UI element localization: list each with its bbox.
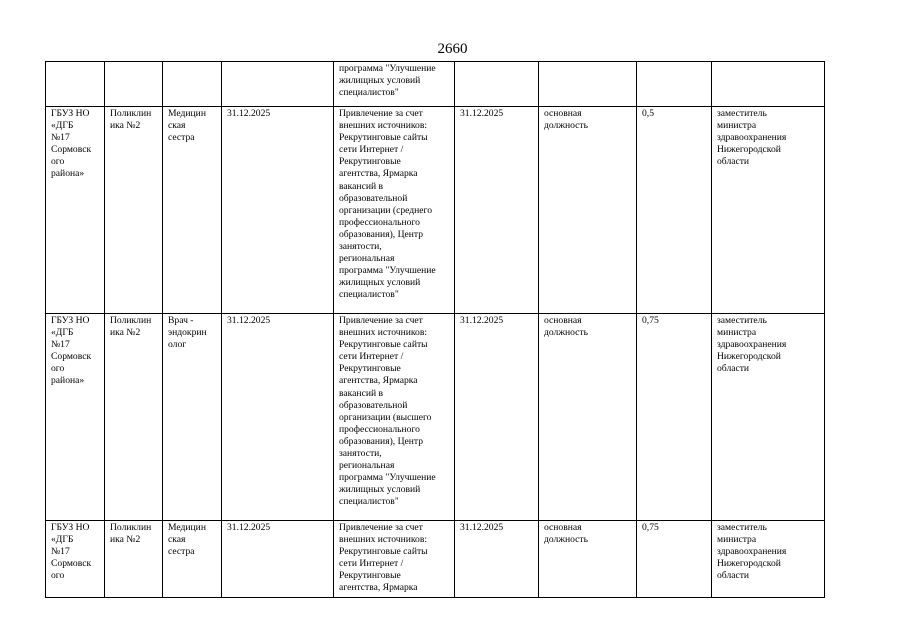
table-row (46, 521, 825, 598)
cell-text-line: вакансий в (339, 387, 384, 399)
rate-cell (637, 314, 712, 521)
cell-text-line: 0,5 (642, 108, 654, 119)
measures-cell (334, 107, 455, 314)
position-cell (163, 521, 222, 598)
cell-text-line: специалистов" (339, 289, 399, 301)
cell-text-line: Сормовск (51, 144, 92, 156)
cell-text-line: №17 (51, 339, 70, 351)
cell-text-line: Рекрутинговые (339, 570, 401, 582)
cell-text-line: профессионального (339, 216, 420, 228)
cell-text-line: ГБУЗ НО (51, 522, 90, 533)
cell-text-line: агентства, Ярмарка (339, 168, 418, 180)
cell-text-line: специалистов" (339, 496, 399, 508)
responsible-cell (712, 314, 825, 521)
responsible-cell (712, 62, 825, 107)
cell-text-line: образования), Центр (339, 228, 424, 240)
cell-text-line: вакансий в (339, 180, 384, 192)
responsible-cell (712, 521, 825, 598)
cell-text-line: Медицин (168, 522, 206, 533)
measures-cell (334, 521, 455, 598)
cell-text-line: должность (544, 534, 588, 546)
cell-text-line: Врач - (168, 315, 194, 326)
cell-text-line: здравоохранения (717, 132, 787, 144)
cell-text-line: Медицин (168, 108, 206, 119)
cell-text-line: сестра (168, 132, 195, 144)
cell-text-line: Рекрутинговые сайты (339, 546, 428, 558)
cell-text-line: заместитель (717, 315, 767, 326)
cell-text-line: Рекрутинговые (339, 156, 401, 168)
cell-text-line: эндокрин (168, 327, 207, 339)
cell-text-line: жилищных условий (339, 484, 421, 496)
cell-text-line: образовательной (339, 192, 408, 204)
position-cell (163, 107, 222, 314)
cell-text-line: министра (717, 120, 757, 132)
cell-text-line: здравоохранения (717, 339, 787, 351)
cell-text-line: 31.12.2025 (227, 522, 271, 533)
cell-text-line: Нижегородской (717, 351, 781, 363)
cell-text-line: внешних источников: (339, 327, 428, 339)
cell-text-line: занятости, (339, 241, 382, 253)
cell-text-line: района» (51, 168, 85, 180)
cell-text-line: Нижегородской (717, 144, 781, 156)
cell-text-line: Привлечение за счет (339, 108, 423, 119)
cell-text-line: агентства, Ярмарка (339, 375, 418, 387)
cell-text-line: ого (51, 156, 65, 168)
cell-text-line: «ДГБ (51, 120, 74, 132)
cell-text-line: образовательной (339, 399, 408, 411)
cell-text-line: агентства, Ярмарка (339, 582, 418, 594)
cell-text-line: олог (168, 339, 187, 351)
cell-text-line: организации (высшего (339, 411, 432, 423)
cell-text-line: основная (544, 315, 582, 326)
cell-text-line: 31.12.2025 (227, 108, 271, 119)
cell-text-line: Рекрутинговые сайты (339, 132, 428, 144)
cell-text-line: профессионального (339, 423, 420, 435)
position-cell (163, 62, 222, 107)
page-number: 2660 (437, 41, 468, 57)
employment-type-cell (539, 314, 637, 521)
cell-text-line: 0,75 (642, 522, 659, 533)
cell-text-line: жилищных условий (339, 75, 421, 87)
cell-text-line: программа "Улучшение (339, 63, 436, 74)
cell-text-line: ого (51, 363, 65, 375)
cell-text-line: 31.12.2025 (227, 315, 271, 326)
cell-text-line: ика №2 (110, 120, 141, 132)
cell-text-line: ика №2 (110, 534, 141, 546)
deadline-cell (455, 314, 539, 521)
institution-cell (46, 314, 105, 521)
table-row (46, 107, 825, 314)
cell-text-line: «ДГБ (51, 534, 74, 546)
cell-text-line: ого (51, 570, 65, 582)
cell-text-line: занятости, (339, 448, 382, 460)
cell-text-line: ика №2 (110, 327, 141, 339)
cell-text-line: Поликлин (110, 108, 152, 119)
date-cell (222, 521, 334, 598)
deadline-cell (455, 62, 539, 107)
cell-text-line: специалистов" (339, 87, 399, 99)
cell-text-line: здравоохранения (717, 546, 787, 558)
cell-text-line: заместитель (717, 108, 767, 119)
deadline-cell (455, 107, 539, 314)
cell-text-line: региональная (339, 253, 395, 265)
department-cell (105, 314, 163, 521)
cell-text-line: министра (717, 534, 757, 546)
cell-text-line: программа "Улучшение (339, 472, 436, 484)
cell-text-line: Поликлин (110, 315, 152, 326)
institution-cell (46, 107, 105, 314)
cell-text-line: Рекрутинговые сайты (339, 339, 428, 351)
table-row (46, 314, 825, 521)
cell-text-line: 0,75 (642, 315, 659, 326)
cell-text-line: организации (среднего (339, 204, 433, 216)
cell-text-line: сети Интернет / (339, 144, 404, 156)
cell-text-line: Сормовск (51, 558, 92, 570)
cell-text-line: внешних источников: (339, 534, 428, 546)
department-cell (105, 107, 163, 314)
employment-type-cell (539, 62, 637, 107)
cell-text-line: ГБУЗ НО (51, 108, 90, 119)
deadline-cell (455, 521, 539, 598)
cell-text-line: Сормовск (51, 351, 92, 363)
date-cell (222, 62, 334, 107)
measures-cell (334, 62, 455, 107)
cell-text-line: внешних источников: (339, 120, 428, 132)
cell-text-line: области (717, 570, 750, 582)
cell-text-line: региональная (339, 460, 395, 472)
cell-text-line: ская (168, 534, 186, 546)
cell-text-line: должность (544, 327, 588, 339)
cell-text-line: сети Интернет / (339, 351, 404, 363)
rate-cell (637, 521, 712, 598)
cell-text-line: жилищных условий (339, 277, 421, 289)
cell-text-line: основная (544, 108, 582, 119)
cell-text-line: ГБУЗ НО (51, 315, 90, 326)
cell-text-line: Привлечение за счет (339, 315, 423, 326)
date-cell (222, 314, 334, 521)
cell-text-line: области (717, 363, 750, 375)
cell-text-line: Рекрутинговые (339, 363, 401, 375)
cell-text-line: ская (168, 120, 186, 132)
cell-text-line: заместитель (717, 522, 767, 533)
cell-text-line: должность (544, 120, 588, 132)
rate-cell (637, 107, 712, 314)
rate-cell (637, 62, 712, 107)
institution-cell (46, 521, 105, 598)
measures-cell (334, 314, 455, 521)
responsible-cell (712, 107, 825, 314)
employment-type-cell (539, 107, 637, 314)
cell-text-line: №17 (51, 132, 70, 144)
date-cell (222, 107, 334, 314)
cell-text-line: министра (717, 327, 757, 339)
cell-text-line: района» (51, 375, 85, 387)
cell-text-line: области (717, 156, 750, 168)
cell-text-line: основная (544, 522, 582, 533)
positions-table (45, 61, 825, 598)
cell-text-line: образования), Центр (339, 435, 424, 447)
department-cell (105, 62, 163, 107)
institution-cell (46, 62, 105, 107)
department-cell (105, 521, 163, 598)
position-cell (163, 314, 222, 521)
cell-text-line: Поликлин (110, 522, 152, 533)
cell-text-line: 31.12.2025 (460, 522, 504, 533)
cell-text-line: «ДГБ (51, 327, 74, 339)
cell-text-line: Нижегородской (717, 558, 781, 570)
cell-text-line: 31.12.2025 (460, 315, 504, 326)
cell-text-line: Привлечение за счет (339, 522, 423, 533)
cell-text-line: сестра (168, 546, 195, 558)
cell-text-line: №17 (51, 546, 70, 558)
cell-text-line: 31.12.2025 (460, 108, 504, 119)
table-row (46, 62, 825, 107)
employment-type-cell (539, 521, 637, 598)
cell-text-line: сети Интернет / (339, 558, 404, 570)
cell-text-line: программа "Улучшение (339, 265, 436, 277)
